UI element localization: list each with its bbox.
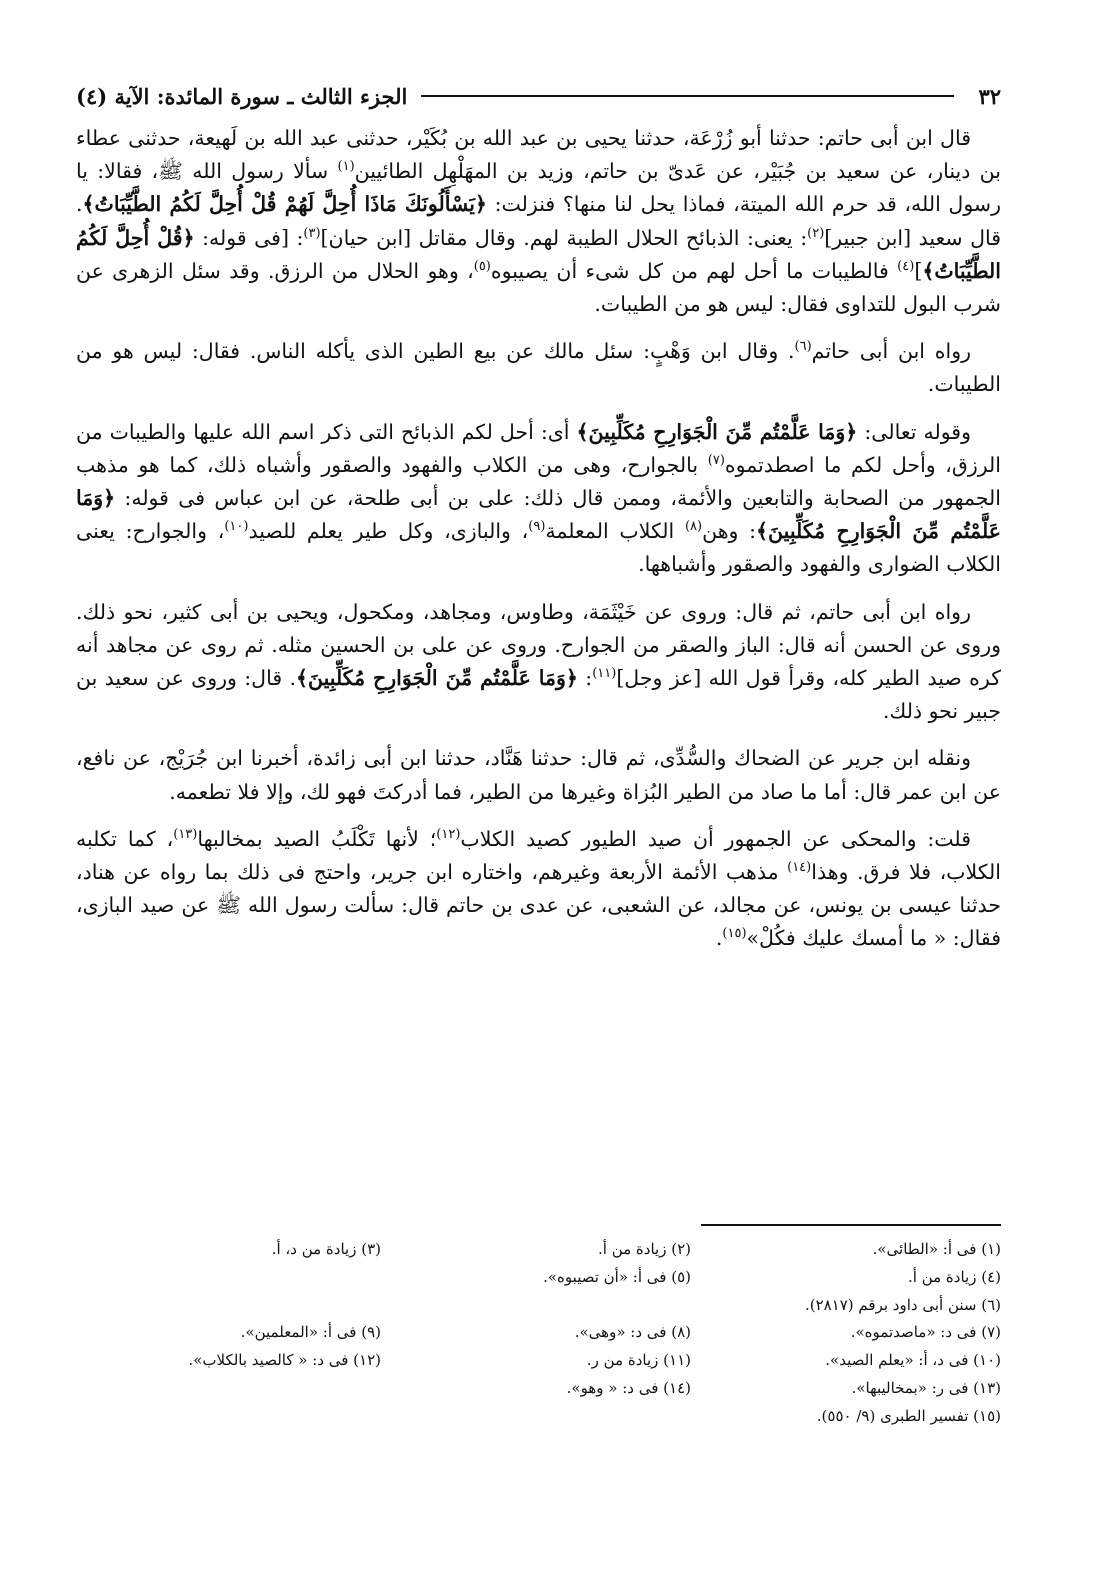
footnote [71,1292,381,1320]
text-segment: . قال: وروى عن سعيد بن جبير نحو ذلك. [76,666,1001,724]
text-segment: ؛ لأنها تَكْلَبُ الصيد بمخالبها [197,826,437,851]
text-segment: ، وهو الحلال من الرزق. وقد سئل الزهرى عن شرب البول للتداوى فقال: ليس هو من الطيبات. [76,258,1001,317]
footnote [71,1403,381,1431]
header-rule [421,95,954,97]
book-page [76,76,1001,962]
text-segment: الكلاب المعلمة [545,519,685,544]
footnote-marker: (١٥) [722,926,747,942]
quran-verse: ﴿وَمَا عَلَّمْتُم مِّنَ الْجَوَارِحِ مُكَلِّبِينَ﴾ [295,666,578,691]
footnote-row [76,1264,1001,1292]
footnote-row [76,1236,1001,1264]
footnote: (١٢) فى د: « كالصيد بالكلاب». [188,1351,381,1369]
footnote: (١٣) فى ر: «بمخاليبها». [851,1378,1001,1397]
paragraph [76,122,1001,321]
footnote [381,1292,691,1320]
text-segment: رواه ابن أبى حاتم، ثم قال: وروى عن خَيْثَمَة، وطاوس، ومجاهد، ومكحول، ويحيى بن أبى كثير، نحو ذلك. وروى عن الحسن أنه قال: الباز والصقر من الجوارح. وروى عن على بن الحسين مثله. ثم روى عن مجاهد أنه كره صيد الطير كله، وقرأ قول الله [عز وجل] [76,599,1001,691]
footnote: (٧) فى د: «ماصدتموه». [850,1323,1001,1342]
footnote-row [76,1292,1001,1320]
footnote: (٨) فى د: «وهى». [574,1323,691,1342]
text-segment: ونقله ابن جرير عن الضحاك والسُّدِّى، ثم قال: حدثنا هَنَّاد، حدثنا ابن أبى زائدة، أخبرنا ابن جُرَيْج، عن نافع، عن ابن عمر قال: أما ما صاد من الطير البُزاة وغيرها من الطير، فما أدركتَ فهو لك، وإلا فلا تطعمه. [76,746,1001,804]
quran-verse: ﴿قُلْ أُحِلَّ لَكُمُ الطَّيِّبَاتُ﴾ [76,225,1001,283]
text-segment: سألا رسول الله ﷺ، فقالا: يا رسول الله، قد حرم الله الميتة، فماذا يحل لنا منها؟ فنزلت: [76,159,1001,217]
text-segment: : يعنى: الذبائح الحلال الطيبة لهم. وقال مقاتل [ابن حيان] [320,225,808,250]
footnotes [76,1236,1001,1430]
footnote [381,1403,691,1431]
footnote: (٤) زيادة من أ. [908,1267,1001,1286]
footnote-marker: (١) [337,159,355,175]
text-segment: . قال سعيد [ابن جبير] [76,192,1002,250]
text-segment: : [577,666,593,691]
footnote: (١) فى أ: «الطائى». [872,1240,1001,1258]
text-segment: ، والجوارح: يعنى الكلاب الضوارى والفهود والصقور وأشباهها. [76,519,1001,577]
text-segment: . [715,926,723,951]
footnote-marker: (١١) [592,666,617,682]
footnote-marker: (٦) [794,339,812,355]
footnote: (٢) زيادة من أ. [598,1240,691,1258]
footnote-marker: (٩) [528,519,546,535]
text-segment: أى: أحل لكم الذبائح التى ذكر اسم الله عليها والطيبات من الرزق، وأحل لكم ما اصطدتموه [76,419,1001,477]
footnote [71,1264,381,1292]
paragraph [76,416,1001,582]
footnote-marker: (٤) [897,258,915,274]
footnote-rule [701,1224,1001,1226]
quran-verse: ﴿وَمَا عَلَّمْتُم مِّنَ الْجَوَارِحِ مُكَلِّبِينَ﴾ [76,486,1002,544]
main-text [76,122,1001,956]
footnote: (٩) فى أ: «المعلمين». [240,1323,381,1342]
page-number: ٣٢ [978,83,1001,109]
text-segment: : وهن [702,519,757,544]
paragraph [76,335,1001,401]
footnote-row [76,1403,1001,1431]
text-segment: مذهب الأئمة الأربعة وغيرهم، واختاره ابن جرير، واحتج فى ذلك بما رواه عن هناد، حدثنا عيسى بن يونس، عن مجالد، عن الشعبى، عن عدى بن حاتم قال: سألت رسول الله ﷺ عن صيد البازى، فقال: « ما أمسك عليك فكُلْ» [76,860,1001,951]
paragraph [76,596,1001,729]
footnote: (١١) زيادة من ر. [586,1351,691,1369]
text-segment: ، كما تكلبه الكلاب، فلا فرق. وهذا [76,826,1001,885]
footnote-row [76,1319,1001,1347]
quran-verse: ﴿وَمَا عَلَّمْتُم مِّنَ الْجَوَارِحِ مُكَلِّبِينَ﴾ [576,419,858,444]
text-segment: . وقال ابن وَهْبٍ: سئل مالك عن بيع الطين الذى يأكله الناس. فقال: ليس هو من الطيبات. [76,339,1001,397]
footnote-marker: (٢) [807,225,825,241]
paragraph [76,742,1001,808]
text-segment: قلت: والمحكى عن الجمهور أن صيد الطيور كصيد الكلاب [460,826,971,851]
footnote-marker: (١٣) [173,827,198,843]
running-title: الجزء الثالث ـ سورة المائدة: الآية (٤) [76,83,408,109]
footnote-marker: (١٤) [787,860,812,876]
footnote: (١٥) تفسير الطبرى (٩/ ٥٥٠). [816,1406,1001,1425]
text-segment: رواه ابن أبى حاتم [811,339,972,364]
text-segment: : [فى قوله: [194,225,304,250]
text-segment: فالطيبات ما أحل لهم من كل شىء أن يصيبوه [490,258,898,283]
footnote-marker: (٣) [303,225,321,241]
quran-verse: ﴿يَسْأَلُونَكَ مَاذَا أُحِلَّ لَهُمْ قُلْ أُحِلَّ لَكُمُ الطَّيِّبَاتُ﴾ [82,192,487,217]
text-segment: بالجوارح، وهى من الكلاب والفهود والصقور وأشباه ذلك، كما هو مذهب الجمهور من الصحابة والتابعين والأئمة، وممن قال ذلك: على بن أبى طلحة، عن ابن عباس فى قوله: [76,452,1001,511]
footnote-marker: (٨) [684,519,703,535]
footnote [71,1375,381,1403]
footnote: (٣) زيادة من د، أ. [271,1240,381,1258]
paragraph [76,823,1001,956]
footnote: (١٠) فى د، أ: «يعلم الصيد». [825,1351,1001,1369]
footnote: (٦) سنن أبى داود برقم (٢٨١٧). [804,1295,1001,1314]
footnote: (٥) فى أ: «أن تصيبوه». [543,1267,691,1286]
footnote-marker: (١٠) [224,519,249,535]
footnote-marker: (٧) [707,453,725,468]
text-segment: ] [914,258,923,283]
footnote-row [76,1347,1001,1375]
text-segment: قال ابن أبى حاتم: حدثنا أبو زُرْعَة، حدثنا يحيى بن عبد الله بن بُكَيْر، حدثنى عبد الله بن لَهيعة، حدثنى عطاء بن دينار، عن سعيد بن جُبَيْر، عن عَدىّ بن حاتم، وزيد بن المهَلْهِل الطائيين [76,126,1001,184]
footnote-marker: (٥) [473,258,491,274]
text-segment: ، والبازى، وكل طير يعلم للصيد [248,519,529,544]
page-header [76,76,1001,116]
footnote-marker: (١٢) [436,827,461,843]
footnote-row [76,1375,1001,1403]
footnote: (١٤) فى د: « وهو». [566,1378,691,1397]
text-segment: وقوله تعالى: [857,419,972,444]
